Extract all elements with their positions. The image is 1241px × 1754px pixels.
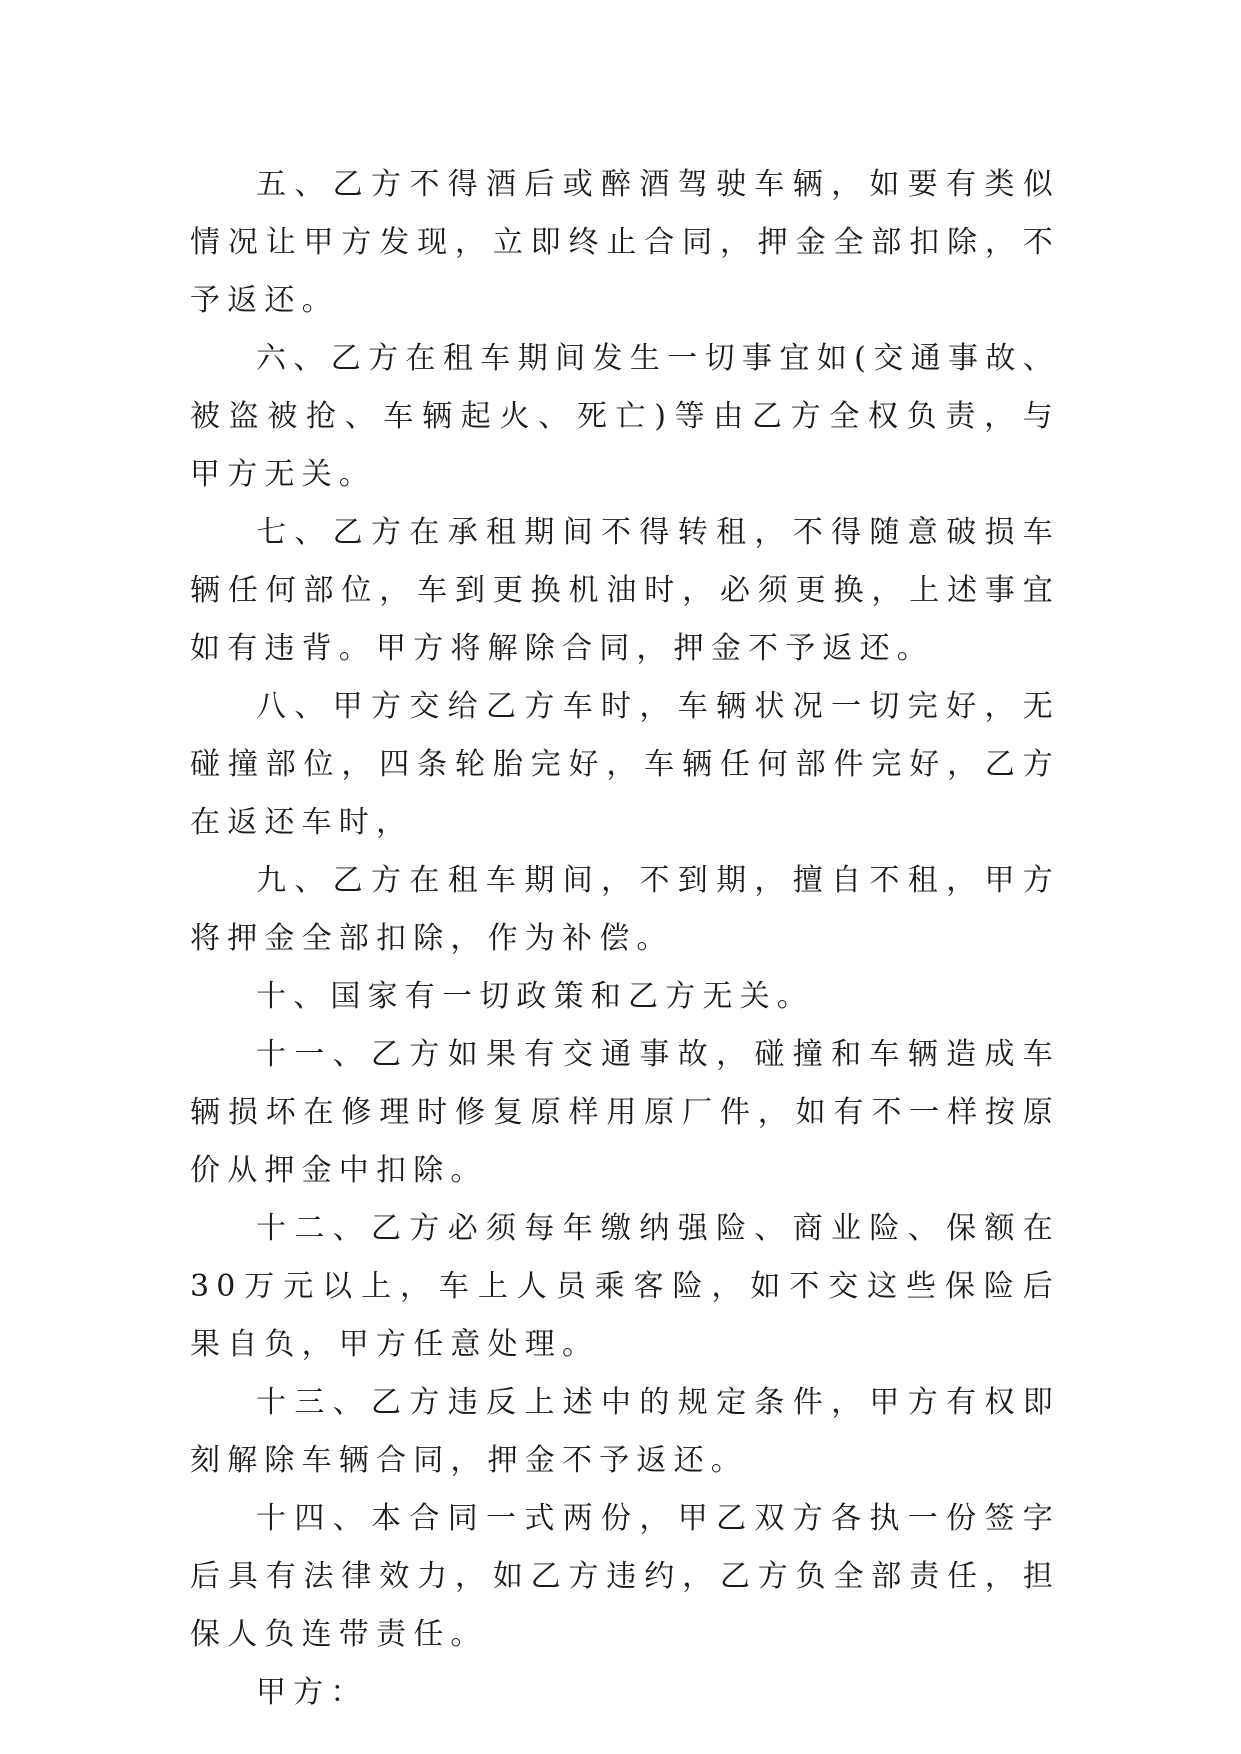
clause-7: 七、乙方在承租期间不得转租，不得随意破损车辆任何部位，车到更换机油时，必须更换，上述事宜如有违背。甲方将解除合同，押金不予返还。 [190, 515, 1060, 666]
party-a-signature-label: 甲方： [256, 1675, 368, 1710]
clause-9: 九、乙方在租车期间，不到期，擅自不租，甲方将押金全部扣除，作为补偿。 [190, 863, 1060, 956]
clause-8: 八、甲方交给乙方车时，车辆状况一切完好，无碰撞部位，四条轮胎完好，车辆任何部件完好，乙方在返还车时， [190, 689, 1060, 840]
clause-5: 五、乙方不得酒后或醉酒驾驶车辆，如要有类似情况让甲方发现，立即终止合同，押金全部扣除，不予返还。 [190, 167, 1060, 318]
clause-6: 六、乙方在租车期间发生一切事宜如(交通事故、被盗被抢、车辆起火、死亡)等由乙方全权负责，与甲方无关。 [190, 341, 1060, 492]
clause-10: 十、国家有一切政策和乙方无关。 [256, 979, 814, 1014]
clause-13: 十三、乙方违反上述中的规定条件，甲方有权即刻解除车辆合同，押金不予返还。 [190, 1385, 1060, 1478]
contract-page [190, 156, 1060, 1722]
clause-14: 十四、本合同一式两份，甲乙双方各执一份签字后具有法律效力，如乙方违约，乙方负全部责任，担保人负连带责任。 [190, 1501, 1060, 1652]
clause-12: 十二、乙方必须每年缴纳强险、商业险、保额在30万元以上，车上人员乘客险，如不交这些保险后果自负，甲方任意处理。 [190, 1211, 1060, 1362]
clause-11: 十一、乙方如果有交通事故，碰撞和车辆造成车辆损坏在修理时修复原样用原厂件，如有不一样按原价从押金中扣除。 [190, 1037, 1060, 1188]
